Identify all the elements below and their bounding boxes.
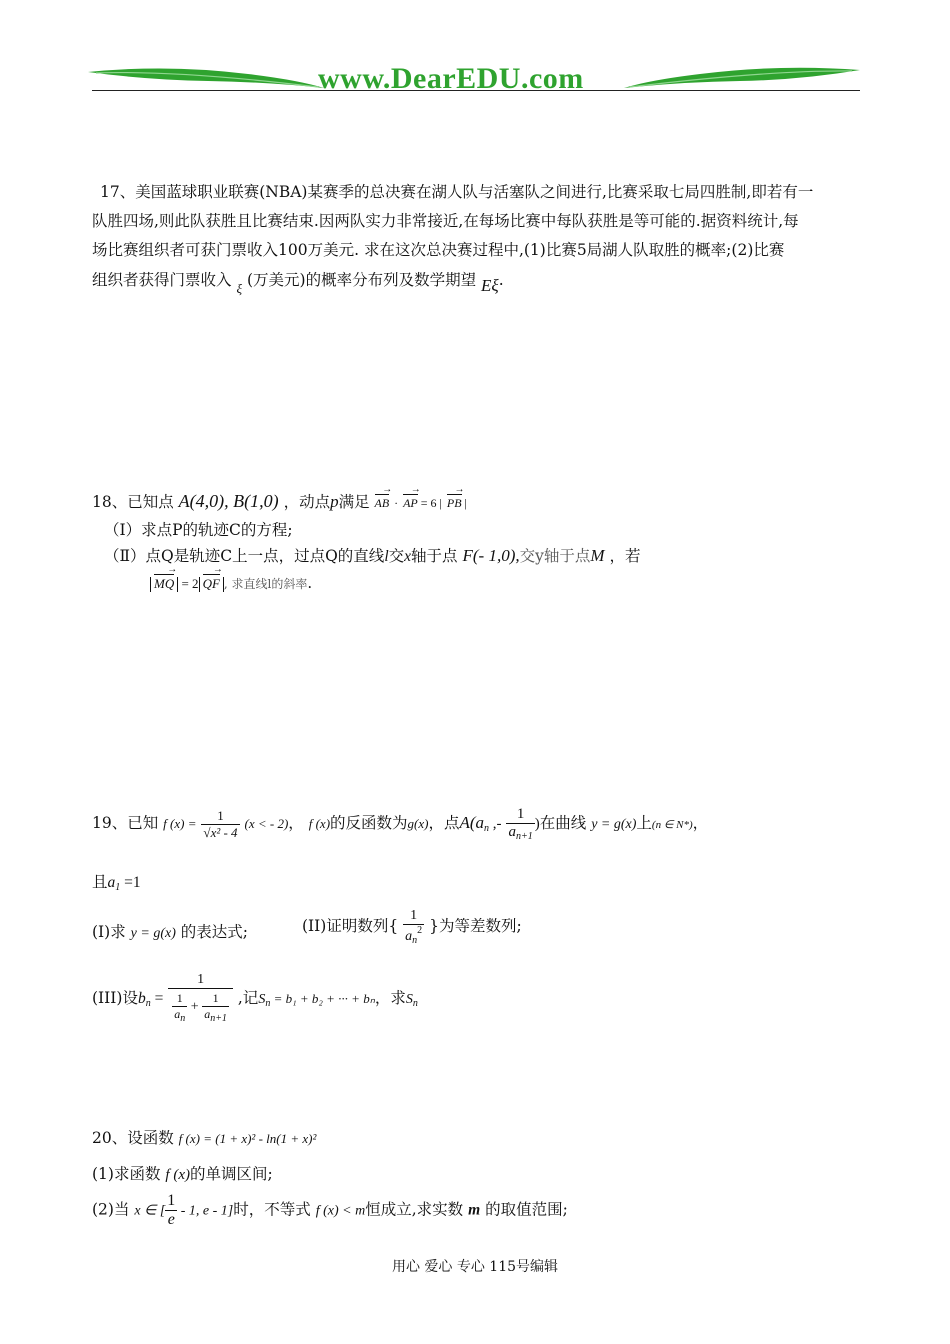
q20-part1-b: 的单调区间; <box>189 1165 273 1183</box>
axis-x: x <box>404 548 412 565</box>
inner2-num: 1 <box>212 991 219 1005</box>
q17-line4 <box>92 265 862 295</box>
vector-ap: AP → <box>403 496 418 511</box>
q19-b: b <box>137 990 146 1007</box>
inner2-a: a <box>204 1007 211 1021</box>
p2-den-sup: 2 <box>417 925 423 936</box>
q19-on: 上 <box>636 814 652 832</box>
q20-part2-d: 的取值范围; <box>485 1200 568 1219</box>
sqrt-body: x² - 4 <box>210 824 238 840</box>
q19-point-fraction <box>506 806 534 842</box>
q19-curve: y = g(x) <box>591 817 637 832</box>
q19-part3-num: 1 <box>197 972 205 987</box>
q19-gx: g(x) <box>407 816 429 831</box>
q18-part2-b: 交 <box>388 547 405 565</box>
q18-mid: ，动点 <box>283 493 331 511</box>
cond-eq: = 2 <box>178 576 199 591</box>
q19-b-sub: n <box>145 998 151 1009</box>
q20-part2-c: 恒成立,求实数 <box>365 1200 464 1219</box>
point-f: F(- 1,0), <box>462 546 520 565</box>
q19-inverse-fx: f (x) <box>308 816 331 831</box>
inner1-den <box>172 1006 187 1024</box>
q18-part2-a: （Ⅱ）点Q是轨迹C上一点，过点Q的直线 <box>104 547 385 565</box>
q18-bar: | <box>461 496 467 510</box>
inner2-sub: n+1 <box>210 1013 227 1024</box>
q19-part1 <box>92 920 248 942</box>
q17-line4-b: (万美元)的概率分布列及数学期望 <box>246 271 477 289</box>
q20-part1-fx: f (x) <box>165 1167 190 1183</box>
q19-point-text: ，点 <box>428 814 460 832</box>
q19-fraction <box>201 808 239 841</box>
q20-part2-a: (2)当 <box>92 1200 130 1219</box>
q20-part1 <box>92 1162 273 1184</box>
q19-inverse-text: 的反函数为 <box>330 814 408 832</box>
q18-satisfy: 满足 <box>338 493 370 511</box>
q19-and-text: 且 <box>92 873 108 891</box>
q18-part2-c: 轴于点 <box>411 547 458 565</box>
q18-intro: 18、已知点 <box>92 493 174 511</box>
q19-line1 <box>92 806 708 842</box>
q20-interval: - 1, e - 1] <box>177 1203 234 1219</box>
q19-tail: ， <box>692 814 709 832</box>
q18-points: A(4,0), B(1,0) <box>178 491 279 511</box>
q20-m: m <box>468 1201 481 1219</box>
inner1-a: a <box>174 1007 181 1021</box>
xi-symbol: ξ <box>236 281 243 296</box>
q19-fx: f (x) = <box>163 816 197 831</box>
question-17 <box>92 178 862 295</box>
q20-fraction <box>165 1192 177 1229</box>
inner2-den <box>202 1006 229 1024</box>
cond-period: . <box>307 574 313 592</box>
point-m: M <box>590 546 605 565</box>
q20-frac-den: e <box>165 1210 177 1229</box>
q20-part2 <box>92 1192 568 1229</box>
q19-frac-den: √x² - 4 <box>203 824 238 840</box>
q19-frac-num: 1 <box>217 807 224 823</box>
q20-frac-num: 1 <box>167 1192 176 1209</box>
q19-part3-plus: + <box>190 999 199 1015</box>
q19-part3-c: ，求 <box>374 989 406 1007</box>
q19-part2-fraction <box>403 908 424 946</box>
line-l: l <box>384 548 389 565</box>
q19-part2-a: (II)证明数列{ <box>302 917 399 935</box>
q19-s-sub: n <box>265 998 271 1009</box>
q17-line2: 队胜四场,则此队获胜且比赛结束.因两队实力非常接近,在每场比赛中每队获胜是等可能的.据资料统计,每 <box>92 212 799 230</box>
header-leaf-right <box>620 62 862 92</box>
q19-b-eq: = <box>150 990 164 1007</box>
q19-point-den <box>506 823 534 842</box>
q18-part2-e: ，若 <box>609 547 641 565</box>
q19-point-num: 1 <box>516 806 525 822</box>
q18-part2 <box>104 544 641 566</box>
den-a: a <box>508 824 516 840</box>
q19-sum: = b₁ + b₂ + ··· + bₙ <box>270 991 375 1006</box>
footer-text: 用心 爱心 专心 115号编辑 <box>391 1259 559 1275</box>
q19-part1-expr: y = g(x) <box>130 926 176 941</box>
p2-den-a: a <box>405 929 413 944</box>
q19-nset: (n ∈ N*) <box>651 819 693 831</box>
q17-line3: 场比赛组织者可获门票收入100万美元. 求在这次总决赛过程中,(1)比赛5局湖人队取胜的概率;(2)比赛 <box>92 241 785 259</box>
q19-part3-b: ,记 <box>237 989 259 1007</box>
q19-part3 <box>92 972 418 1026</box>
q19-a1-sub: 1 <box>115 882 121 893</box>
vector-pb: PB → <box>447 496 462 511</box>
q19-part2-num: 1 <box>410 908 418 923</box>
q19-s: S <box>258 992 266 1007</box>
q19-part1-a: (I)求 <box>92 923 126 941</box>
q18-part1: （Ⅰ）求点P的轨迹C的方程; <box>104 521 293 539</box>
q19-part3-inner2 <box>202 991 229 1024</box>
q19-s2: S <box>405 992 413 1007</box>
inner1-num: 1 <box>176 991 183 1005</box>
q17-line1: 17、美国蓝球职业联赛(NBA)某赛季的总决赛在湖人队与活塞队之间进行,比赛采取七局四胜制,即若有一 <box>100 183 814 201</box>
q19-comma: ， <box>288 814 304 832</box>
q19-point-a: A(a <box>459 813 485 832</box>
p2-den-sub: n <box>412 935 418 946</box>
q19-part2 <box>302 908 522 946</box>
q19-a1-eq: =1 <box>120 874 141 891</box>
q18-eq: = 6 | <box>417 496 442 510</box>
vector-ab: AB → <box>375 496 390 511</box>
q19-curve-text: 在曲线 <box>539 814 587 832</box>
q19-part3-fraction <box>168 972 233 1026</box>
q18-part2-d: 交y轴于点 <box>519 547 591 565</box>
q17-period: . <box>498 271 504 289</box>
abs-mq <box>150 577 178 592</box>
q19-point-mid: ,- <box>489 816 502 832</box>
expectation-symbol: Eξ <box>481 276 499 295</box>
header-logo[interactable]: www.DearEDU.com <box>318 62 584 95</box>
q19-part3-a: (III)设 <box>92 989 138 1007</box>
q19-and <box>92 870 141 893</box>
q19-part2-b: }为等差数列; <box>429 917 522 935</box>
q20-ineq: f (x) < m <box>315 1203 366 1219</box>
q19-part3-inner1 <box>172 991 187 1024</box>
q19-intro: 19、已知 <box>92 814 159 832</box>
abs-qf <box>199 577 224 592</box>
q19-part1-b: 的表达式; <box>180 923 249 941</box>
q19-point-n: n <box>484 823 490 834</box>
q19-part3-den <box>168 988 233 1026</box>
q19-part2-den <box>403 924 424 946</box>
q20-part2-b: 时，不等式 <box>233 1200 311 1219</box>
q18-line1 <box>92 490 467 512</box>
vector-mq: MQ → <box>154 576 174 592</box>
den-sub: n+1 <box>515 831 533 842</box>
q20-x-in: x ∈ [ <box>134 1203 166 1219</box>
q17-line4-a: 组织者获得门票收入 <box>92 271 232 289</box>
header-rule <box>92 90 860 91</box>
q20-part1-a: (1)求函数 <box>92 1165 161 1183</box>
q19-a1: a <box>107 874 116 891</box>
vector-qf: QF → <box>203 576 220 592</box>
dot-operator: · <box>394 496 399 510</box>
q19-s2-sub: n <box>412 998 418 1009</box>
q20-func: f (x) = (1 + x)² - ln(1 + x)² <box>178 1131 317 1146</box>
q19-point-close: ) <box>534 816 540 832</box>
inner1-sub: n <box>180 1013 186 1024</box>
cond-tail: , 求直线l的斜率 <box>223 577 308 591</box>
q20-line1 <box>92 1126 316 1148</box>
q18-condition <box>150 574 312 592</box>
q19-domain: (x < - 2) <box>244 816 289 831</box>
header-leaf-left <box>88 62 328 92</box>
q18-p: p <box>330 492 339 511</box>
q20-intro: 20、设函数 <box>92 1129 174 1147</box>
